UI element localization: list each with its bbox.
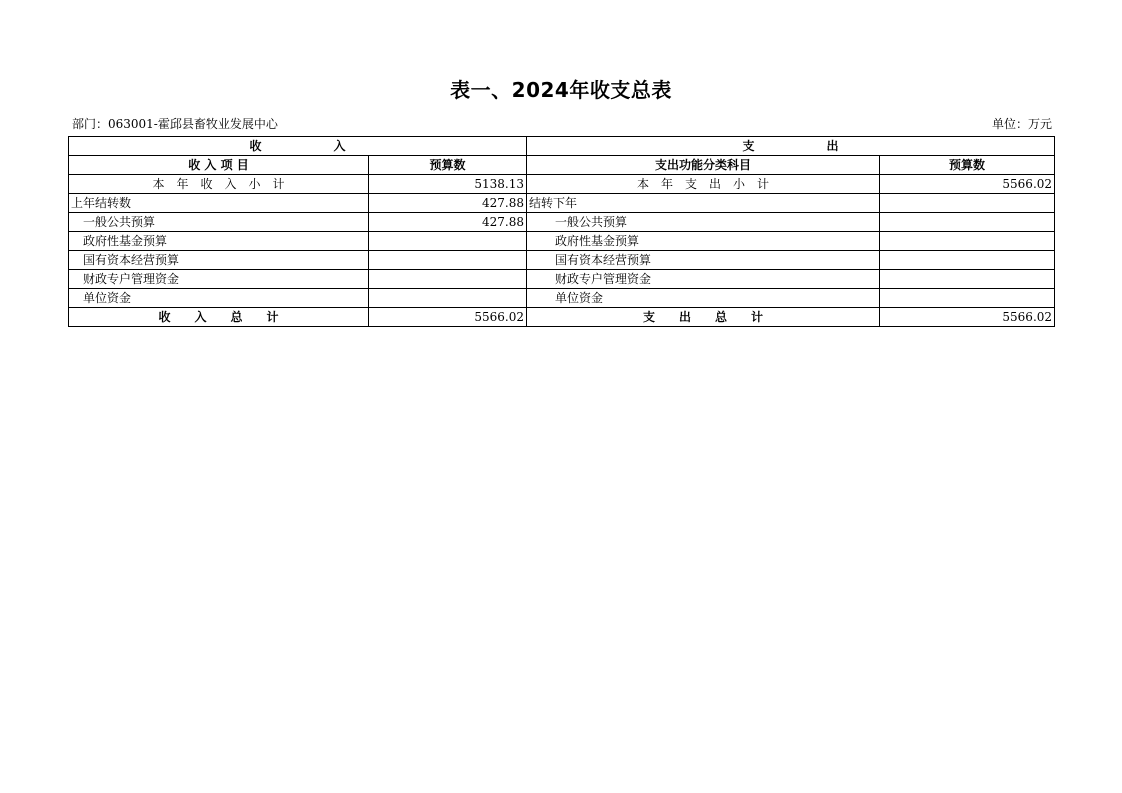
expense-budget-column-header: 预算数 [880,156,1055,175]
income-subtotal-label: 本 年 收 入 小 计 [69,175,369,194]
expense-group-header: 支 出 [527,137,1055,156]
expense-row-value [880,251,1055,270]
expense-total-value: 5566.02 [880,308,1055,327]
income-subtotal-value: 5138.13 [369,175,527,194]
table-total-row [69,308,1055,327]
table-group-header-row [69,137,1055,156]
income-row-label: 政府性基金预算 [69,232,369,251]
expense-total-label: 支 出 总 计 [527,308,880,327]
income-row-value [369,289,527,308]
expense-row-label: 国有资本经营预算 [527,251,880,270]
department-label: 部门：063001-霍邱县畜牧业发展中心 [72,117,278,131]
table-row [69,175,1055,194]
unit-label: 单位：万元 [991,117,1052,131]
expense-row-value [880,213,1055,232]
expense-row-value [880,289,1055,308]
income-item-column-header: 收 入 项 目 [69,156,369,175]
income-row-value [369,251,527,270]
income-row-label: 单位资金 [69,289,369,308]
income-row-label: 一般公共预算 [69,213,369,232]
income-row-value: 427.88 [369,213,527,232]
income-row-value: 427.88 [369,194,527,213]
income-row-value [369,232,527,251]
expense-row-value [880,194,1055,213]
income-group-header: 收 入 [69,137,527,156]
table-row [69,213,1055,232]
table-row [69,289,1055,308]
expense-row-label: 单位资金 [527,289,880,308]
table-row [69,251,1055,270]
income-row-label: 国有资本经营预算 [69,251,369,270]
expense-row-label: 一般公共预算 [527,213,880,232]
expense-row-label: 结转下年 [527,194,880,213]
expense-row-value [880,270,1055,289]
expense-row-label: 财政专户管理资金 [527,270,880,289]
income-row-value [369,270,527,289]
expense-subtotal-label: 本 年 支 出 小 计 [527,175,880,194]
income-row-label: 上年结转数 [69,194,369,213]
expense-row-label: 政府性基金预算 [527,232,880,251]
income-total-value: 5566.02 [369,308,527,327]
page-title: 表一、2024年收支总表 [450,78,672,102]
expense-subtotal-value: 5566.02 [880,175,1055,194]
table-row [69,270,1055,289]
table-column-header-row [69,156,1055,175]
income-total-label: 收 入 总 计 [69,308,369,327]
table-row [69,232,1055,251]
table-row [69,194,1055,213]
income-budget-column-header: 预算数 [369,156,527,175]
expense-row-value [880,232,1055,251]
expense-item-column-header: 支出功能分类科目 [527,156,880,175]
income-row-label: 财政专户管理资金 [69,270,369,289]
budget-summary-table [68,136,1055,327]
